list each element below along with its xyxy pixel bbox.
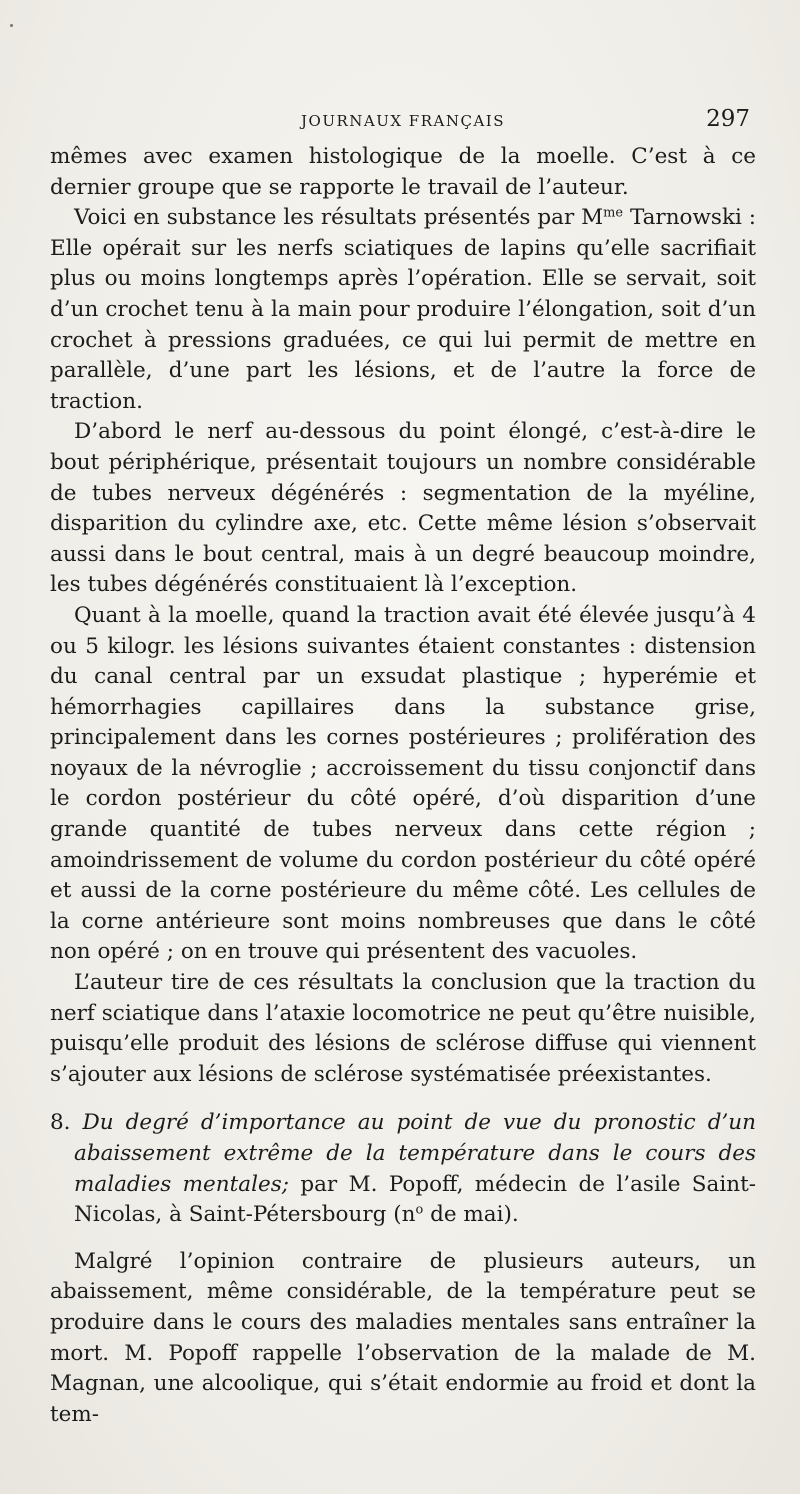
title-abbreviation-superscript: me [603, 205, 624, 221]
item-byline: par M. Popoff, médecin de l’asile Saint-Nicolas, à Saint-Pétersbourg (n [74, 1171, 756, 1228]
paragraph-continuation: mêmes avec examen histologique de la moelle. C’est à ce dernier groupe que se rapporte le travail de l’auteur. [50, 144, 756, 200]
item-title: Du degré d’importance au point de vue du pronostic d’un abaissement extrême de la température dans le cours des maladies mentales; [74, 1110, 757, 1197]
paragraph-results-rest: Tarnowski : Elle opérait sur les nerfs sciatiques de lapins qu’elle sacrifiait plus ou moins longtemps après l’opération. Elle se servait, soit d’un crochet tenu à la main pour produire l’élongation, soit d’un crochet à pressions graduées, ce qui lui permit de mettre en parallèle, d’une part les lésions, et de l’autre la force de traction. [50, 205, 757, 414]
page-number: 297 [706, 106, 750, 132]
paragraph-conclusion: L’auteur tire de ces résultats la conclusion que la traction du nerf sciatique dans l’ataxie locomotrice ne peut qu’être nuisible, puisqu’elle produit des lésions de sclérose diffuse qui viennent s’ajouter aux lésions de sclérose systématisée préexistantes. [50, 970, 756, 1087]
paragraph-spinal-cord: Quant à la moelle, quand la traction avait été élevée jusqu’à 4 ou 5 kilogr. les lésions suivantes étaient constantes : distension du canal central par un exsudat plastique ; hyperémie et hémorrhagies capillaires dans la substance grise, principalement dans les cornes postérieures ; prolifération des noyaux de la névroglie ; accroissement du tissu conjonctif dans le cordon postérieur du côté opéré, d’où disparition d’une grande quantité de tubes nerveux dans cette région ; amoindrissement de volume du cordon postérieur du côté opéré et aussi de la corne postérieure du même côté. Les cellules de la corne antérieure sont moins nombreuses que dans le côté non opéré ; on en trouve qui présentent des vacuoles. [50, 602, 756, 965]
item-byline-superscript: o [415, 1202, 424, 1218]
item-byline-end: de mai). [423, 1202, 519, 1228]
numbered-item [50, 1108, 756, 1230]
paragraph-results-start: Voici en substance les résultats présentés par M [74, 205, 604, 231]
scan-speck [10, 24, 13, 27]
running-head [50, 96, 756, 136]
body-text [50, 142, 756, 1430]
paragraph-closing: Malgré l’opinion contraire de plusieurs auteurs, un abaissement, même considérable, de la température peut se produire dans le cours des maladies mentales sans entraîner la mort. M. Popoff rappelle l’observation de la malade de M. Magnan, une alcoolique, qui s’était endormie au froid et dont la tem- [50, 1248, 756, 1427]
paragraph-results [50, 203, 756, 417]
running-title: JOURNAUX FRANÇAIS [301, 112, 505, 130]
paragraph-peripheral-nerve: D’abord le nerf au-dessous du point élongé, c’est-à-dire le bout périphérique, présentait toujours un nombre considérable de tubes nerveux dégénérés : segmentation de la myéline, disparition du cylindre axe, etc. Cette même lésion s’observait aussi dans le bout central, mais à un degré beaucoup moindre, les tubes dégénérés constituaient là l’exception. [50, 419, 756, 598]
item-number: 8. [50, 1110, 71, 1136]
